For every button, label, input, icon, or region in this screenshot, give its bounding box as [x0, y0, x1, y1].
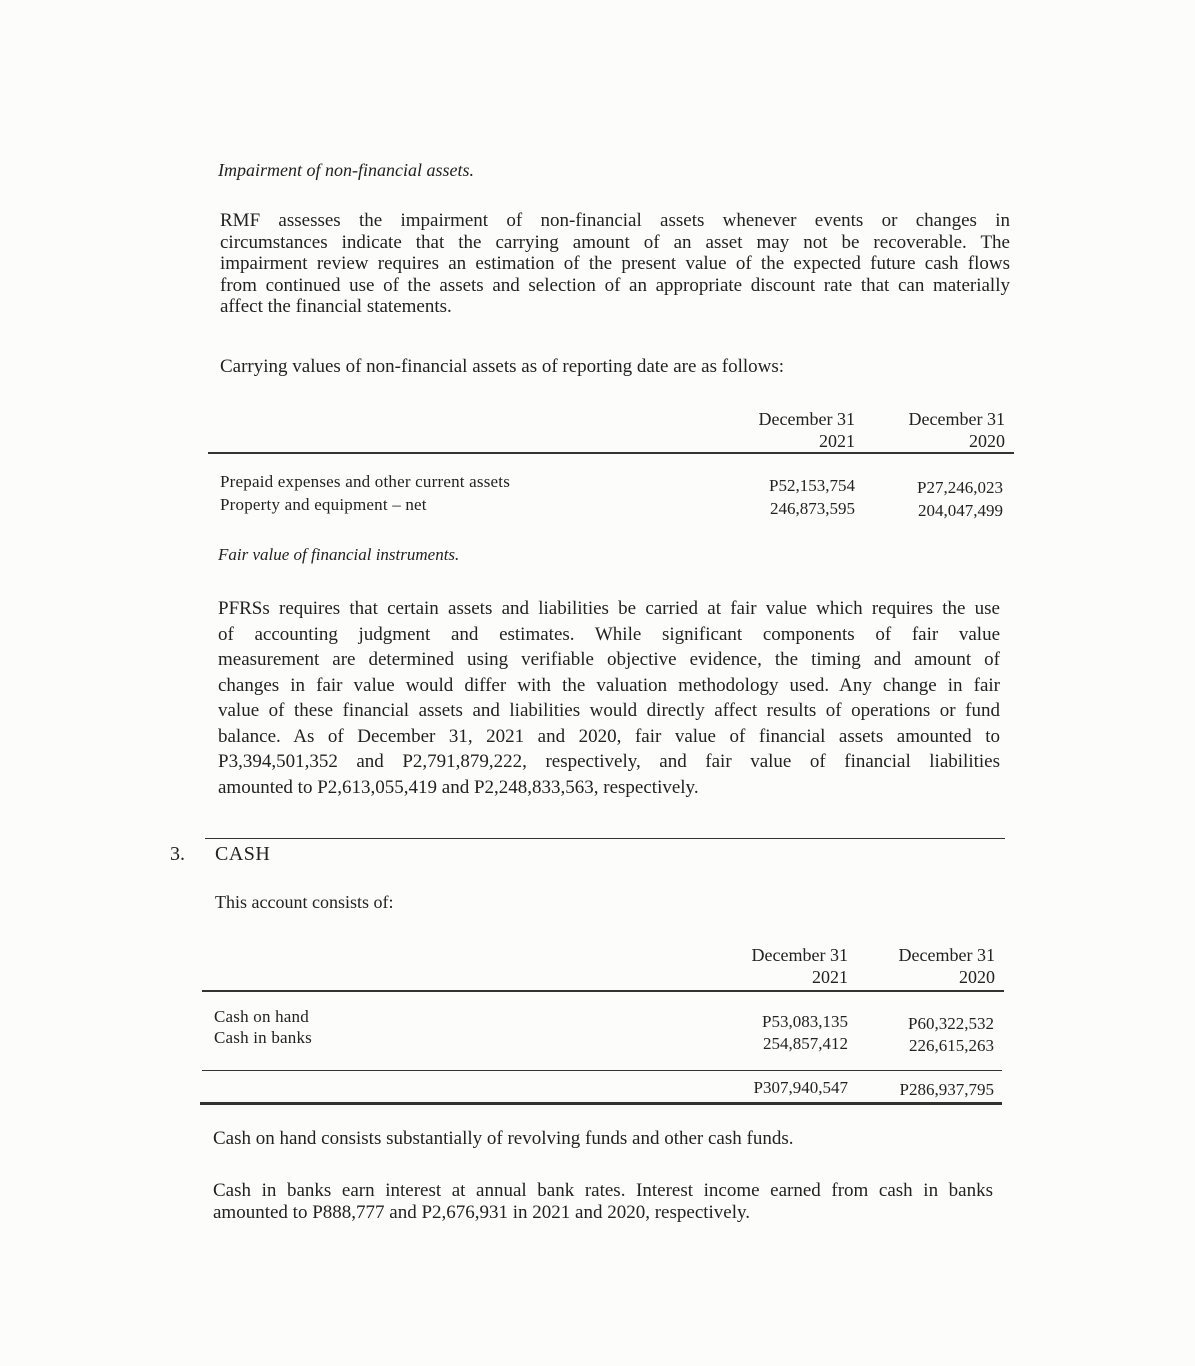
table1-row-value-2021: 246,873,595 [770, 499, 855, 518]
impairment-line-4: from continued use of the assets and selection of an appropriate discount rate that can materially [220, 274, 1010, 296]
table1-row-value-2021: P52,153,754 [769, 476, 855, 495]
table2-row-value-2020: P60,322,532 [908, 1014, 994, 1033]
fair-value-paragraph [218, 596, 1000, 800]
cash-note-2 [213, 1180, 993, 1224]
impairment-line-1: RMF assesses the impairment of non-financial assets whenever events or changes in [220, 210, 1010, 231]
fair-value-line-5: value of these financial assets and liabilities would directly affect results of operations or fund [218, 700, 1000, 721]
section-title: CASH [215, 843, 271, 865]
section-divider [205, 838, 1005, 839]
cash-note-2-line-2: amounted to P888,777 and P2,676,931 in 2021 and 2020, respectively. [213, 1202, 751, 1223]
carrying-values-intro: Carrying values of non-financial assets as of reporting date are as follows: [220, 356, 785, 377]
table1-col-2020-header: December 31 2020 [908, 409, 1005, 451]
cash-intro: This account consists of: [215, 892, 394, 912]
cash-note-1: Cash on hand consists substantially of revolving funds and other cash funds. [213, 1128, 794, 1149]
impairment-line-5: affect the financial statements. [220, 296, 452, 317]
table2-row-label: Cash on hand [214, 1007, 309, 1026]
fair-value-line-7: P3,394,501,352 and P2,791,879,222, respectively, and fair value of financial liabilities [218, 751, 1000, 772]
section-number: 3. [170, 843, 185, 865]
fair-value-heading: Fair value of financial instruments. [218, 545, 460, 564]
table1-header-rule [208, 452, 1014, 454]
table2-row-value-2020: 226,615,263 [909, 1036, 994, 1055]
impairment-paragraph [220, 210, 1010, 318]
table2-total-2020: P286,937,795 [899, 1080, 994, 1099]
table2-header-rule [202, 990, 1004, 992]
impairment-line-3: impairment review requires an estimation of the present value of the expected future cash flows [220, 253, 1010, 274]
table1-row-label: Prepaid expenses and other current assets [220, 472, 511, 491]
cash-note-2-line-1: Cash in banks earn interest at annual bank rates. Interest income earned from cash in banks [213, 1180, 993, 1201]
table1-row-label: Property and equipment – net [220, 495, 427, 514]
fair-value-line-8: amounted to P2,613,055,419 and P2,248,833,563, respectively. [218, 776, 699, 798]
fair-value-line-2: of accounting judgment and estimates. While significant components of fair value [218, 623, 1000, 645]
fair-value-line-4: changes in fair value would differ with the valuation methodology used. Any change in fair [218, 674, 1000, 696]
table1-row-value-2020: 204,047,499 [918, 501, 1003, 520]
table2-row-value-2021: P53,083,135 [762, 1012, 848, 1031]
table2-col-2020-header: December 31 2020 [898, 945, 995, 987]
impairment-heading: Impairment of non-financial assets. [218, 160, 474, 180]
fair-value-line-1: PFRSs requires that certain assets and liabilities be carried at fair value which requires the use [218, 598, 1000, 619]
impairment-line-2: circumstances indicate that the carrying amount of an asset may not be recoverable. The [220, 231, 1010, 253]
table2-row-label: Cash in banks [214, 1028, 312, 1047]
table2-total-2021: P307,940,547 [753, 1078, 848, 1097]
table2-subtotal-rule [202, 1070, 1002, 1071]
fair-value-line-6: balance. As of December 31, 2021 and 2020, fair value of financial assets amounted to [218, 725, 1000, 747]
table1-row-value-2020: P27,246,023 [917, 478, 1003, 497]
fair-value-line-3: measurement are determined using verifiable objective evidence, the timing and amount of [218, 649, 1000, 670]
table2-col-2021-header: December 31 2021 [751, 945, 848, 987]
table2-total-double-rule [200, 1102, 1002, 1105]
table1-col-2021-header: December 31 2021 [758, 409, 855, 451]
table2-row-value-2021: 254,857,412 [763, 1034, 848, 1053]
